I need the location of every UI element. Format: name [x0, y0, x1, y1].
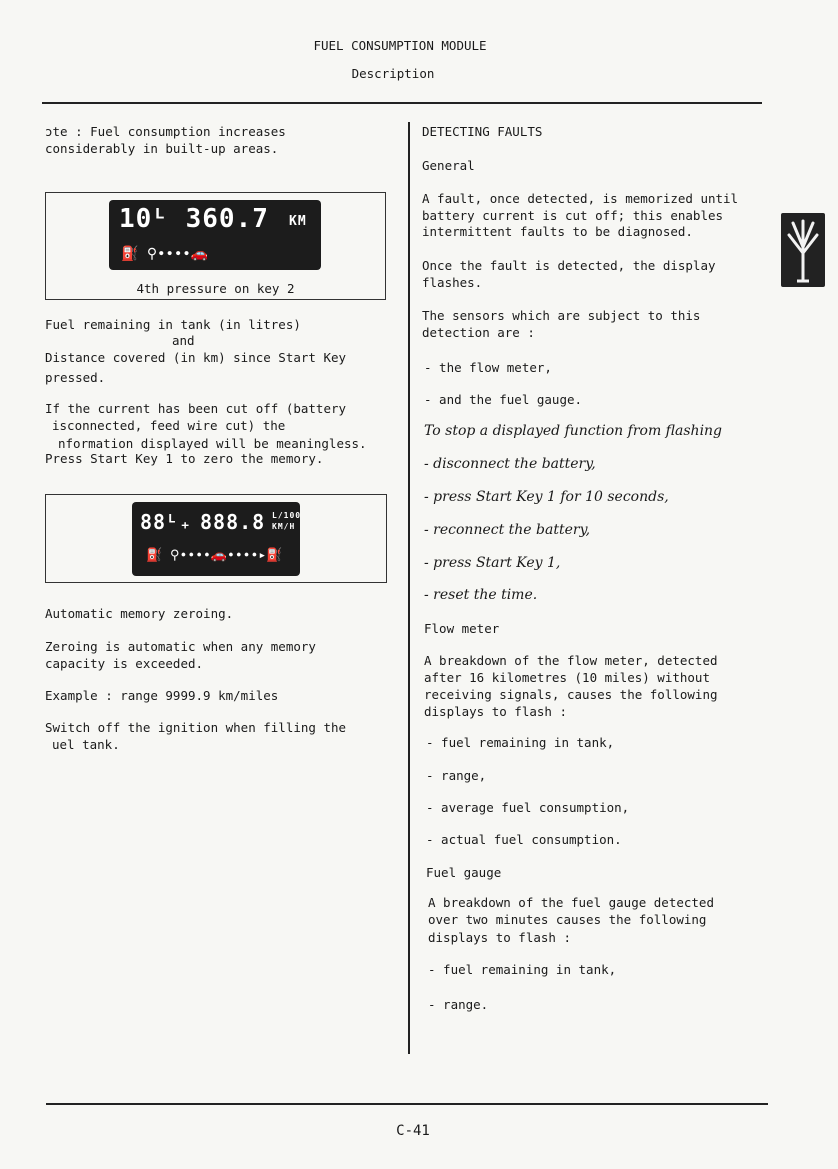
lcd2-unit-top: L/100 [272, 511, 302, 520]
para2-line-3: nformation displayed will be meaningless. [58, 436, 367, 451]
header-rule [42, 102, 762, 104]
para4-line-1: Zeroing is automatic when any memory [45, 639, 316, 654]
gauge-list-item-1: - fuel remaining in tank, [428, 962, 617, 977]
flow-meter-heading: Flow meter [424, 621, 500, 636]
p3-line-1: The sensors which are subject to this [422, 308, 701, 323]
document-subtitle: Description [351, 66, 435, 81]
tree-emblem-icon [781, 213, 825, 287]
figure-2 [45, 494, 387, 583]
lcd2-right-reading: 888.8 [200, 510, 266, 534]
para1-line-4: pressed. [45, 370, 106, 385]
lcd2-left-reading: 88ᴸ₊ [140, 510, 193, 534]
para6-line-1: Switch off the ignition when filling the [45, 720, 347, 735]
flow-p-line-2: after 16 kilometres (10 miles) without [424, 670, 710, 685]
para2-line-2: isconnected, feed wire cut) the [52, 418, 286, 433]
document-title: FUEL CONSUMPTION MODULE [313, 38, 487, 53]
lcd-display-2 [132, 502, 300, 576]
lcd-icons: ⛽ ⚲∙∙∙∙🚗 [121, 246, 209, 262]
flow-list-item-3: - average fuel consumption, [426, 800, 630, 815]
handwritten-title: To stop a displayed function from flashing [424, 423, 723, 439]
flow-p-line-3: receiving signals, causes the following [424, 687, 718, 702]
para3: Automatic memory zeroing. [45, 606, 234, 621]
flow-list-item-4: - actual fuel consumption. [426, 832, 622, 847]
para2-line-4: Press Start Key 1 to zero the memory. [45, 451, 324, 466]
para6-line-2: uel tank. [52, 737, 120, 752]
lcd-display-1 [109, 200, 321, 270]
handwritten-step-1: - disconnect the battery, [424, 456, 596, 472]
para2-line-1: If the current has been cut off (battery [45, 401, 347, 416]
flow-p-line-4: displays to flash : [424, 704, 567, 719]
gauge-list-item-2: - range. [428, 997, 489, 1012]
para1-line-3: Distance covered (in km) since Start Key [45, 350, 347, 365]
para1-line-1: Fuel remaining in tank (in litres) [45, 317, 301, 332]
gauge-p-line-1: A breakdown of the fuel gauge detected [428, 895, 714, 910]
p1-line-1: A fault, once detected, is memorized until [422, 191, 739, 206]
figure-1-caption: 4th pressure on key 2 [136, 281, 295, 296]
note-line-1: ɔte : Fuel consumption increases [45, 124, 286, 139]
para4-line-2: capacity is exceeded. [45, 656, 204, 671]
handwritten-step-5: - reset the time. [424, 587, 538, 603]
flow-p-line-1: A breakdown of the flow meter, detected [424, 653, 718, 668]
sensor-item-2: - and the fuel gauge. [424, 392, 583, 407]
para5: Example : range 9999.9 km/miles [45, 688, 279, 703]
section-tab [781, 213, 825, 287]
gauge-p-line-3: displays to flash : [428, 930, 571, 945]
p1-line-3: intermittent faults to be diagnosed. [422, 224, 693, 239]
flow-list-item-2: - range, [426, 768, 487, 783]
fuel-gauge-heading: Fuel gauge [426, 865, 502, 880]
sensor-item-1: - the flow meter, [424, 360, 552, 375]
general-heading: General [422, 158, 475, 173]
flow-list-item-1: - fuel remaining in tank, [426, 735, 615, 750]
gauge-p-line-2: over two minutes causes the following [428, 912, 707, 927]
note-line-2: considerably in built-up areas. [45, 141, 279, 156]
p1-line-2: battery current is cut off; this enables [422, 208, 724, 223]
lcd-main-reading: 10ᴸ 360.7 [119, 204, 269, 234]
page-number: C-41 [396, 1123, 430, 1139]
column-divider [408, 122, 410, 1054]
p3-line-2: detection are : [422, 325, 535, 340]
faults-heading: DETECTING FAULTS [422, 124, 543, 139]
p2-line-2: flashes. [422, 275, 483, 290]
lcd2-icons: ⛽ ⚲∙∙∙∙🚗∙∙∙∙▸⛽ [146, 548, 283, 563]
handwritten-step-3: - reconnect the battery, [424, 522, 591, 538]
figure-1 [45, 192, 386, 300]
handwritten-step-4: - press Start Key 1, [424, 555, 561, 571]
para1-line-2: and [172, 333, 195, 348]
footer-rule [46, 1103, 768, 1105]
handwritten-step-2: - press Start Key 1 for 10 seconds, [424, 489, 669, 505]
lcd2-unit-bottom: KM/H [272, 522, 296, 531]
lcd-unit: KM [289, 214, 307, 229]
p2-line-1: Once the fault is detected, the display [422, 258, 716, 273]
